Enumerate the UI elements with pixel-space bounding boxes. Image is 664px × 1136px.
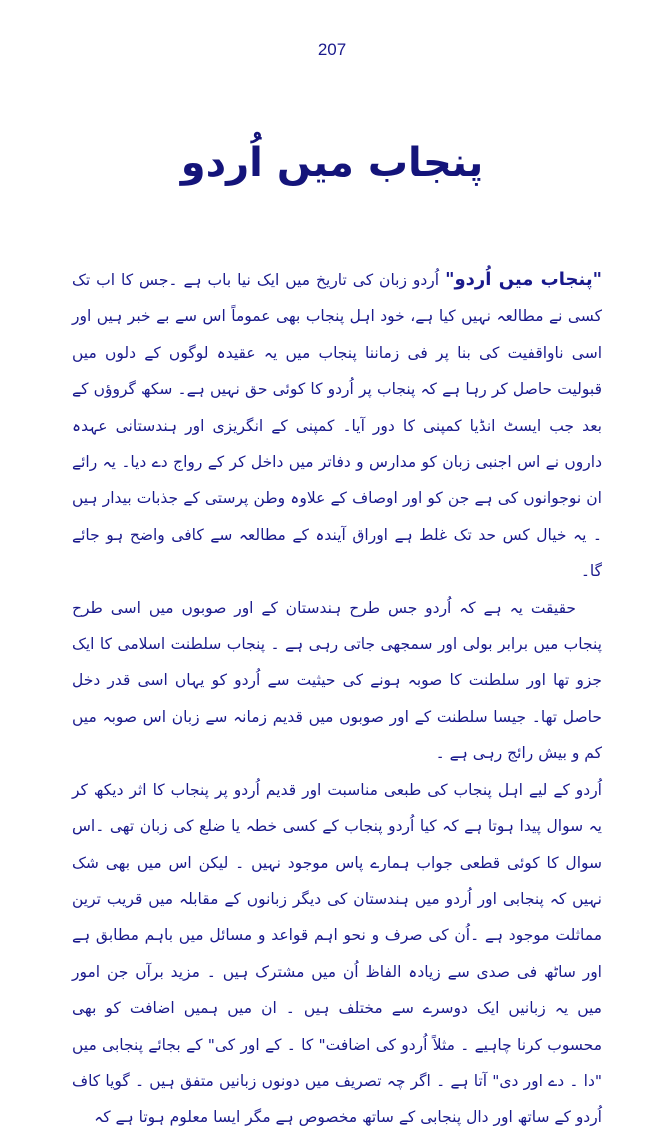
paragraph-3 (72, 772, 602, 1136)
body-text (72, 262, 602, 1136)
paragraph-2-text: حقیقت یہ ہے کہ اُردو جس طرح ہندستان کے اور صوبوں میں اسی طرح پنجاب میں برابر بولی اور سمجھی جاتی رہی ہے ۔ پنجاب سلطنت اسلامی کا ایک جزو تھا اور سلطنت کا صوبہ ہونے کی حیثیت سے اُردو کو یہاں اسی قدر دخل حاصل تھا۔ جیسا سلطنت کے اور صوبوں میں قدیم زمانہ سے زبان اس صوبہ میں کم و بیش رائج رہی ہے ۔ (72, 598, 602, 763)
paragraph-3-text: اُردو کے لیے اہل پنجاب کی طبعی مناسبت اور قدیم اُردو پر پنجاب کا اثر دیکھ کر یہ سوال پیدا ہوتا ہے کہ کیا اُردو پنجاب کے کسی خطہ یا ضلع کی زبان تھی ۔اس سوال کا کوئی قطعی جواب ہمارے پاس موجود نہیں ۔ لیکن اس میں بھی شک نہیں کہ پنجابی اور اُردو میں ہندستان کی دیگر زبانوں کے مقابلہ میں قریب ترین مماثلت موجود ہے ۔اُن کی صرف و نحو اہم قواعد و مسائل میں باہم مطابق ہے اور ساٹھ فی صدی سے زیادہ الفاظ اُن میں مشترک ہیں ۔ مزید برآں جن امور میں یہ زبانیں ایک دوسرے سے مختلف ہیں ۔ ان میں ہمیں اضافت کو بھی محسوب کرنا چاہیے ۔ مثلاً اُردو کی اضافت" کا ۔ کے اور کی" کے بجائے پنجابی میں "دا ۔ دے اور دی" آتا ہے ۔ اگر چہ تصریف میں دونوں زبانیں متفق ہیں ۔ گویا کاف اُردو کے ساتھ اور دال پنجابی کے ساتھ مخصوص ہے مگر ایسا معلوم ہوتا ہے کہ (72, 780, 602, 1127)
chapter-title: پنجاب میں اُردو (180, 140, 484, 186)
paragraph-1 (72, 262, 602, 590)
page-number: 207 (317, 40, 347, 59)
paragraph-2 (72, 590, 602, 772)
lead-phrase: "پنجاب میں اُردو" (445, 269, 602, 290)
paragraph-1-text: اُردو زبان کی تاریخ میں ایک نیا باب ہے ۔جس کا اب تک کسی نے مطالعہ نہیں کیا ہے، خود اہل پنجاب بھی عموماً اس سے بے خبر ہیں اور اسی ناواقفیت کی بنا پر فی زماننا پنجاب میں یہ عقیدہ لوگوں کے دلوں میں قبولیت حاصل کر رہا ہے کہ پنجاب پر اُردو کا کوئی حق نہیں ہے۔ سکھ گروؤں کے بعد جب ایسٹ انڈیا کمپنی کا دور آیا۔ کمپنی کے انگریزی اور ہندستانی عہدہ داروں نے اس اجنبی زبان کو مدارس و دفاتر میں داخل کر کے رواج دے دیا۔ یہ رائے ان نوجوانوں کی ہے جن کو اور اوصاف کے علاوہ وطن پرستی کے جذبات بیدار ہیں ۔ یہ خیال کس حد تک غلط ہے اوراق آیندہ کے مطالعہ سے کافی واضح ہو جائے گا۔ (72, 271, 602, 581)
